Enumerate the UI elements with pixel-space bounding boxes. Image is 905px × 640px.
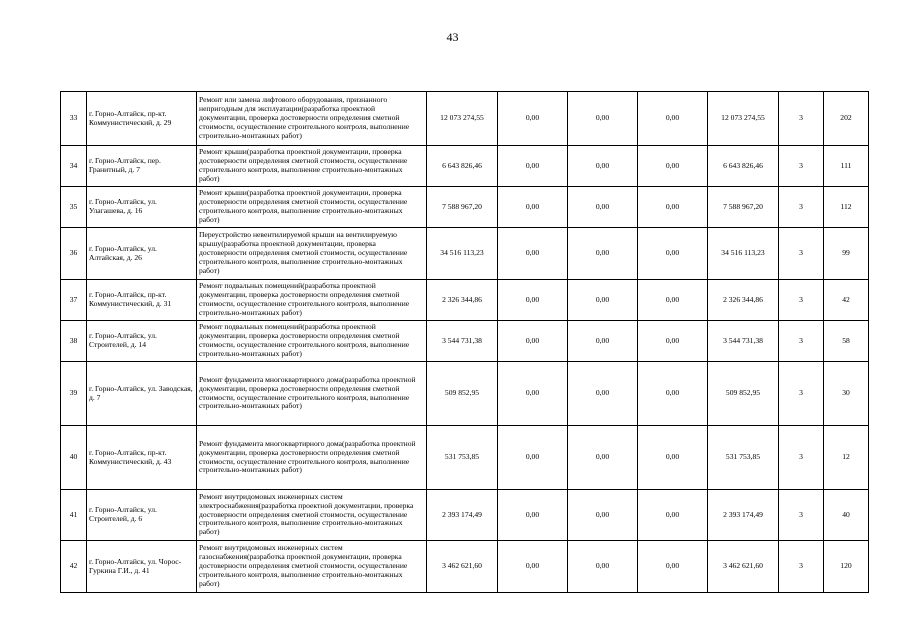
row-fund-1: 0,00 <box>498 321 568 362</box>
row-number: 35 <box>61 187 87 228</box>
row-number: 42 <box>61 541 87 593</box>
row-owner-funds: 6 643 826,46 <box>708 146 779 187</box>
row-number: 36 <box>61 228 87 280</box>
table-row <box>61 187 869 228</box>
row-total-cost: 12 073 274,55 <box>427 92 498 146</box>
row-fund-3: 0,00 <box>638 228 708 280</box>
row-address: г. Горно-Алтайск, пер. Гранитный, д. 7 <box>87 146 197 187</box>
row-fund-3: 0,00 <box>638 92 708 146</box>
row-owner-funds: 34 516 113,23 <box>708 228 779 280</box>
row-column-b: 30 <box>824 362 869 426</box>
row-number: 37 <box>61 280 87 321</box>
table-row <box>61 362 869 426</box>
row-fund-2: 0,00 <box>568 228 638 280</box>
row-column-a: 3 <box>779 490 824 541</box>
row-total-cost: 3 544 731,38 <box>427 321 498 362</box>
row-work-description: Ремонт или замена лифтового оборудования, признанного непригодным для эксплуатации(разработка проектной документации, проверка достоверности определения сметной стоимости, осуществление строительного контроля, выполнение строительно-монтажных работ) <box>197 92 427 146</box>
row-number: 33 <box>61 92 87 146</box>
row-owner-funds: 2 393 174,49 <box>708 490 779 541</box>
table-row <box>61 490 869 541</box>
row-total-cost: 6 643 826,46 <box>427 146 498 187</box>
row-address: г. Горно-Алтайск, ул. Строителей, д. 14 <box>87 321 197 362</box>
row-address: г. Горно-Алтайск, ул. Улагашева, д. 16 <box>87 187 197 228</box>
row-fund-3: 0,00 <box>638 280 708 321</box>
row-fund-1: 0,00 <box>498 92 568 146</box>
row-column-b: 40 <box>824 490 869 541</box>
row-owner-funds: 531 753,85 <box>708 426 779 490</box>
page-number: 43 <box>446 30 459 44</box>
row-number: 41 <box>61 490 87 541</box>
row-address: г. Горно-Алтайск, ул. Алтайская, д. 26 <box>87 228 197 280</box>
row-fund-1: 0,00 <box>498 280 568 321</box>
row-fund-1: 0,00 <box>498 490 568 541</box>
row-fund-1: 0,00 <box>498 146 568 187</box>
table-row <box>61 146 869 187</box>
row-number: 38 <box>61 321 87 362</box>
table-row <box>61 321 869 362</box>
row-fund-2: 0,00 <box>568 146 638 187</box>
row-fund-3: 0,00 <box>638 541 708 593</box>
row-fund-2: 0,00 <box>568 187 638 228</box>
table-row <box>61 92 869 146</box>
table-row <box>61 228 869 280</box>
row-number: 40 <box>61 426 87 490</box>
row-address: г. Горно-Алтайск, ул. Заводская, д. 7 <box>87 362 197 426</box>
row-total-cost: 531 753,85 <box>427 426 498 490</box>
row-fund-2: 0,00 <box>568 321 638 362</box>
row-address: г. Горно-Алтайск, ул. Чорос-Гуркина Г.И., д. 41 <box>87 541 197 593</box>
row-column-b: 202 <box>824 92 869 146</box>
row-column-a: 3 <box>779 92 824 146</box>
row-owner-funds: 7 588 967,20 <box>708 187 779 228</box>
row-owner-funds: 12 073 274,55 <box>708 92 779 146</box>
row-work-description: Ремонт внутридомовых инженерных систем газоснабжения(разработка проектной документации, проверка достоверности определения сметной стоимости, осуществление строительного контроля, выполнение строительно-монтажных работ) <box>197 541 427 593</box>
row-column-a: 3 <box>779 228 824 280</box>
row-column-a: 3 <box>779 280 824 321</box>
row-column-b: 58 <box>824 321 869 362</box>
row-fund-1: 0,00 <box>498 187 568 228</box>
row-owner-funds: 2 326 344,86 <box>708 280 779 321</box>
row-column-b: 111 <box>824 146 869 187</box>
row-column-b: 120 <box>824 541 869 593</box>
works-table-body <box>61 92 869 593</box>
row-fund-2: 0,00 <box>568 280 638 321</box>
table-row <box>61 280 869 321</box>
row-work-description: Ремонт подвальных помещений(разработка проектной документации, проверка достоверности определения сметной стоимости, осуществление строительного контроля, выполнение строительно-монтажных работ) <box>197 321 427 362</box>
row-fund-3: 0,00 <box>638 146 708 187</box>
row-address: г. Горно-Алтайск, пр-кт. Коммунистический, д. 31 <box>87 280 197 321</box>
row-owner-funds: 509 852,95 <box>708 362 779 426</box>
row-work-description: Ремонт крыши(разработка проектной документации, проверка достоверности определения сметной стоимости, осуществление строительного контроля, выполнение строительно-монтажных работ) <box>197 146 427 187</box>
row-fund-2: 0,00 <box>568 490 638 541</box>
row-work-description: Ремонт крыши(разработка проектной документации, проверка достоверности определения сметной стоимости, осуществление строительного контроля, выполнение строительно-монтажных работ) <box>197 187 427 228</box>
row-fund-3: 0,00 <box>638 187 708 228</box>
row-number: 39 <box>61 362 87 426</box>
row-column-b: 42 <box>824 280 869 321</box>
row-column-b: 99 <box>824 228 869 280</box>
row-column-b: 12 <box>824 426 869 490</box>
row-fund-3: 0,00 <box>638 362 708 426</box>
row-fund-1: 0,00 <box>498 541 568 593</box>
row-fund-3: 0,00 <box>638 426 708 490</box>
row-fund-3: 0,00 <box>638 490 708 541</box>
row-fund-3: 0,00 <box>638 321 708 362</box>
works-table <box>60 91 869 593</box>
row-column-a: 3 <box>779 146 824 187</box>
row-address: г. Горно-Алтайск, пр-кт. Коммунистический, д. 29 <box>87 92 197 146</box>
row-fund-2: 0,00 <box>568 362 638 426</box>
row-column-a: 3 <box>779 321 824 362</box>
row-work-description: Ремонт фундамента многоквартирного дома(разработка проектной документации, проверка достоверности определения сметной стоимости, осуществление строительного контроля, выполнение строительно-монтажных работ) <box>197 426 427 490</box>
row-column-b: 112 <box>824 187 869 228</box>
row-work-description: Ремонт внутридомовых инженерных систем электроснабжения(разработка проектной документации, проверка достоверности определения сметной стоимости, осуществление строительного контроля, выполнение строительно-монтажных работ) <box>197 490 427 541</box>
row-total-cost: 3 462 621,60 <box>427 541 498 593</box>
row-owner-funds: 3 544 731,38 <box>708 321 779 362</box>
row-fund-1: 0,00 <box>498 426 568 490</box>
row-work-description: Ремонт подвальных помещений(разработка проектной документации, проверка достоверности определения сметной стоимости, осуществление строительного контроля, выполнение строительно-монтажных работ) <box>197 280 427 321</box>
row-column-a: 3 <box>779 187 824 228</box>
table-row <box>61 426 869 490</box>
row-fund-1: 0,00 <box>498 362 568 426</box>
row-work-description: Ремонт фундамента многоквартирного дома(разработка проектной документации, проверка достоверности определения сметной стоимости, осуществление строительного контроля, выполнение строительно-монтажных работ) <box>197 362 427 426</box>
row-column-a: 3 <box>779 426 824 490</box>
row-address: г. Горно-Алтайск, пр-кт. Коммунистический, д. 43 <box>87 426 197 490</box>
row-address: г. Горно-Алтайск, ул. Строителей, д. 6 <box>87 490 197 541</box>
row-owner-funds: 3 462 621,60 <box>708 541 779 593</box>
row-column-a: 3 <box>779 541 824 593</box>
row-total-cost: 7 588 967,20 <box>427 187 498 228</box>
table-row <box>61 541 869 593</box>
row-number: 34 <box>61 146 87 187</box>
row-fund-2: 0,00 <box>568 541 638 593</box>
row-fund-2: 0,00 <box>568 92 638 146</box>
row-total-cost: 2 326 344,86 <box>427 280 498 321</box>
row-fund-2: 0,00 <box>568 426 638 490</box>
row-total-cost: 2 393 174,49 <box>427 490 498 541</box>
row-total-cost: 509 852,95 <box>427 362 498 426</box>
row-total-cost: 34 516 113,23 <box>427 228 498 280</box>
row-column-a: 3 <box>779 362 824 426</box>
row-work-description: Переустройство невентилируемой крыши на вентилируемую крышу(разработка проектной документации, проверка достоверности определения сметной стоимости, осуществление строительного контроля, выполнение строительно-монтажных работ) <box>197 228 427 280</box>
row-fund-1: 0,00 <box>498 228 568 280</box>
